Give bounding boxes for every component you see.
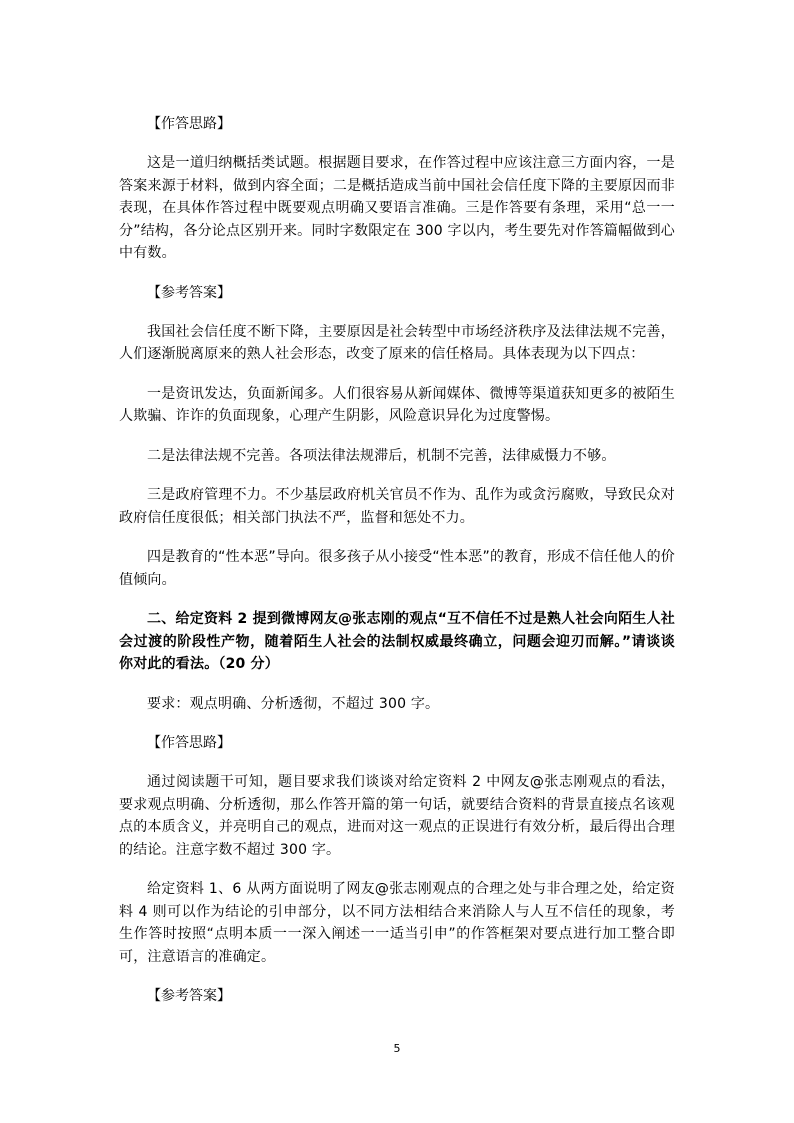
paragraph: 二是法律法规不完善。各项法律法规滞后，机制不完善，法律威慑力不够。 [147, 447, 616, 464]
page-number: 5 [393, 1042, 401, 1055]
paragraph: 我国社会信任度不断下降，主要原因是社会转型中市场经济秩序及法律法规不完善，人们逐渐脱离原来的熟人社会形态，改变了原来的信任格局。具体表现为以下四点： [119, 323, 675, 362]
section-heading: 【作答思路】 [147, 735, 231, 751]
question-text: 二、给定资料 2 提到微博网友@张志刚的观点“互不信任不过是熟人社会向陌生人社会过渡的阶段性产物，随着陌生人社会的法制权威最终确立，问题会迎刃而解。”请谈谈你对此的看法。（20 分） [119, 611, 675, 672]
section-heading: 【参考答案】 [147, 284, 231, 301]
section-heading: 【参考答案】 [147, 988, 231, 1004]
paragraph: 四是教育的“性本恶”导向。很多孩子从小接受“性本恶”的教育，形成不信任他人的价值倾向。 [119, 549, 675, 588]
document-page [119, 113, 675, 1024]
requirement-text: 要求：观点明确、分析透彻，不超过 300 字。 [147, 695, 440, 712]
paragraph: 这是一道归纳概括类试题。根据题目要求，在作答过程中应该注意三方面内容，一是答案来源于材料，做到内容全面；二是概括造成当前中国社会信任度下降的主要原因而非表现，在具体作答过程中既要观点明确又要语言准确。三是作答要有条理，采用“总一一分”结构，各分论点区别开来。同时字数限定在 300 字以内，考生要先对作答篇幅做到心中有数。 [119, 155, 675, 261]
paragraph: 给定资料 1、6 从两方面说明了网友@张志刚观点的合理之处与非合理之处，给定资料 4 则可以作为结论的引申部分，以不同方法相结合来消除人与人互不信任的现象，考生作答时按照“点明本质一一深入阐述一一适当引申”的作答框架对要点进行加工整合即可，注意语言的准确定。 [119, 881, 675, 965]
paragraph: 一是资讯发达，负面新闻多。人们很容易从新闻媒体、微博等渠道获知更多的被陌生人欺骗、诈诈的负面现象，心理产生阴影，风险意识异化为过度警惕。 [119, 385, 675, 424]
paragraph: 通过阅读题干可知，题目要求我们谈谈对给定资料 2 中网友@张志刚观点的看法，要求观点明确、分析透彻，那么作答开篇的第一句话，就要结合资料的背景直接点名该观点的本质含义，并亮明自己的观点，进而对这一观点的正误进行有效分析，最后得出合理的结论。注意字数不超过 300 字。 [119, 774, 675, 858]
paragraph: 三是政府管理不力。不少基层政府机关官员不作为、乱作为或贪污腐败，导致民众对政府信任度很低；相关部门执法不严，监督和惩处不力。 [119, 487, 675, 526]
section-heading: 【作答思路】 [147, 116, 231, 132]
